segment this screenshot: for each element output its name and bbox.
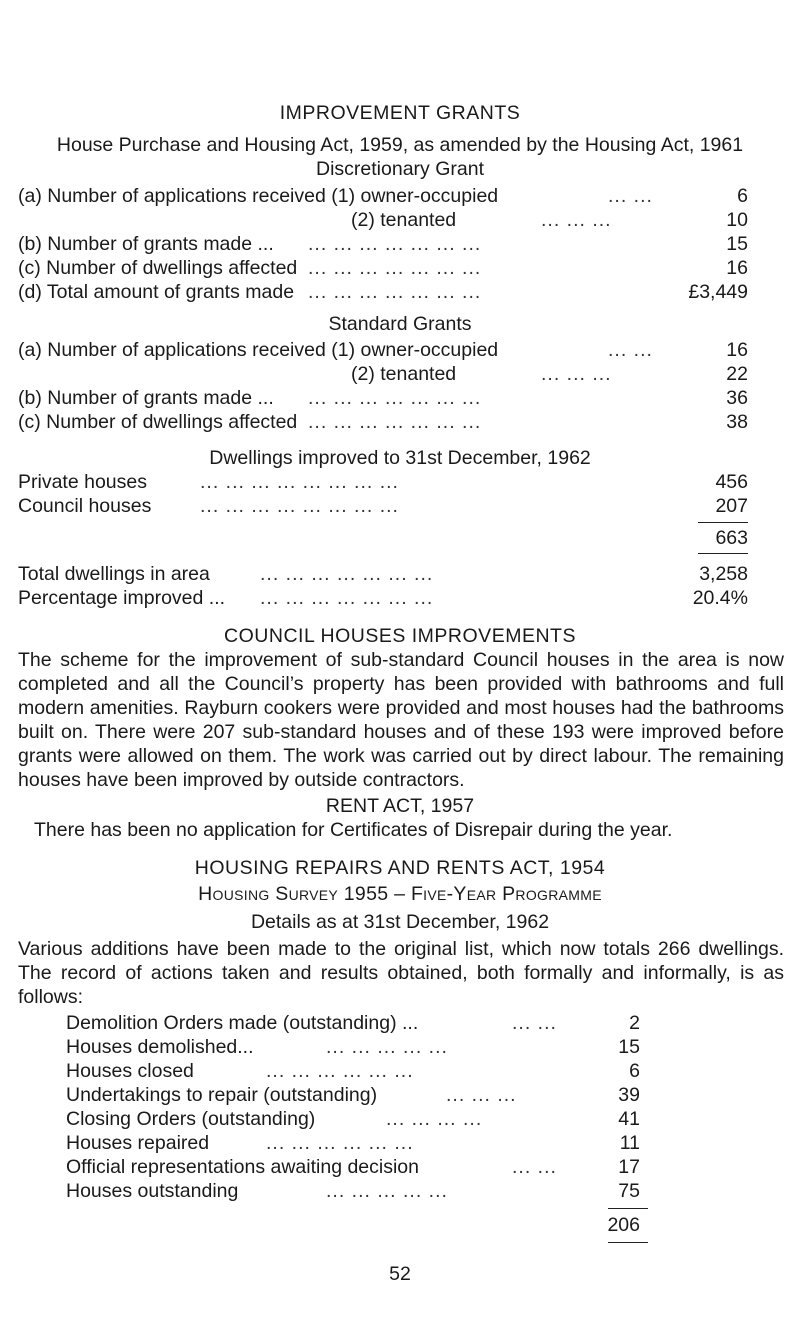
row-label: Undertakings to repair (outstanding) xyxy=(66,1084,378,1106)
row-value: 3,258 xyxy=(699,563,748,585)
page-number: 52 xyxy=(389,1263,411,1285)
row-label: (2) tenanted xyxy=(351,209,457,231)
row-label: Houses demolished... xyxy=(66,1036,254,1058)
actions-row-demolition-orders xyxy=(66,1011,640,1035)
row-dots: ... ... xyxy=(608,339,653,361)
row-value: 206 xyxy=(607,1214,640,1236)
details-date: Details as at 31st December, 1962 xyxy=(250,911,550,933)
row-label: (c) Number of dwellings affected xyxy=(18,411,298,433)
row-label: Demolition Orders made (outstanding) ... xyxy=(66,1012,419,1034)
row-value: £3,449 xyxy=(688,281,748,303)
repairs-act-paragraph xyxy=(18,937,784,1009)
standard-row-dwellings xyxy=(18,410,748,434)
row-label: (d) Total amount of grants made xyxy=(18,281,295,303)
row-value: 15 xyxy=(618,1036,640,1058)
row-value: 38 xyxy=(726,411,748,433)
row-dots: ... ... ... ... ... ... ... xyxy=(260,587,434,609)
actions-total-row xyxy=(66,1213,640,1237)
row-value: 2 xyxy=(629,1012,640,1034)
row-label: (b) Number of grants made ... xyxy=(18,387,274,409)
row-value: 6 xyxy=(629,1060,640,1082)
standard-row-grants-made xyxy=(18,386,748,410)
rent-act-heading: RENT ACT, 1957 xyxy=(325,795,475,817)
row-label: Houses closed xyxy=(66,1060,194,1082)
standard-row-owner-occupied xyxy=(18,338,748,362)
standard-heading: Standard Grants xyxy=(328,313,472,335)
row-value: 22 xyxy=(726,363,748,385)
discretionary-row-grants-made xyxy=(18,232,748,256)
row-label: Total dwellings in area xyxy=(18,563,210,585)
actions-row-undertakings xyxy=(66,1083,640,1107)
row-value: 16 xyxy=(726,257,748,279)
row-dots: ... ... ... ... ... ... ... ... xyxy=(200,495,399,517)
actions-total-rule-top xyxy=(608,1208,648,1209)
row-dots: ... ... ... ... ... ... ... xyxy=(308,233,482,255)
row-label: (b) Number of grants made ... xyxy=(18,233,274,255)
housing-survey-subheading: Housing Survey 1955 – Five-Year Programme xyxy=(198,883,602,905)
row-value: 75 xyxy=(618,1180,640,1202)
paragraph-text: Various additions have been made to the original list, which now totals 266 dwellings. The record of actions taken and results obtained, both formally and informally, is as follows: xyxy=(18,938,784,1008)
actions-row-official-representations xyxy=(66,1155,640,1179)
row-dots: ... ... ... ... ... ... ... xyxy=(308,281,482,303)
percentage-improved-row xyxy=(18,586,748,610)
row-label: Official representations awaiting decision xyxy=(66,1156,419,1178)
council-improvements-heading: COUNCIL HOUSES IMPROVEMENTS xyxy=(224,625,576,647)
act-subtitle: House Purchase and Housing Act, 1959, as amended by the Housing Act, 1961 xyxy=(56,134,744,156)
row-dots: ... ... ... xyxy=(541,363,612,385)
page-title: IMPROVEMENT GRANTS xyxy=(279,102,521,124)
repairs-act-heading: HOUSING REPAIRS AND RENTS ACT, 1954 xyxy=(194,857,606,879)
row-label: Percentage improved ... xyxy=(18,587,226,609)
row-label: Council houses xyxy=(18,495,152,517)
row-dots: ... ... ... xyxy=(541,209,612,231)
row-dots: ... ... ... ... ... xyxy=(326,1180,448,1202)
row-dots: ... ... ... ... ... ... ... xyxy=(308,387,482,409)
row-value: 11 xyxy=(619,1132,640,1154)
row-dots: ... ... ... ... ... xyxy=(326,1036,448,1058)
council-houses-row xyxy=(18,494,748,518)
row-value: 16 xyxy=(726,339,748,361)
standard-row-tenanted xyxy=(18,362,748,386)
subtotal-rule-top xyxy=(698,522,748,523)
row-label: Private houses xyxy=(18,471,147,493)
row-label: (c) Number of dwellings affected xyxy=(18,257,298,279)
row-dots: ... ... xyxy=(512,1012,557,1034)
actions-row-demolished xyxy=(66,1035,640,1059)
row-dots: ... ... xyxy=(608,185,653,207)
row-label: Closing Orders (outstanding) xyxy=(66,1108,316,1130)
subtotal-rule-bottom xyxy=(698,553,748,554)
row-value: 6 xyxy=(737,185,748,207)
row-dots: ... ... xyxy=(512,1156,557,1178)
row-value: 207 xyxy=(715,495,748,517)
rent-act-text: There has been no application for Certificates of Disrepair during the year. xyxy=(34,819,673,841)
row-dots: ... ... ... ... ... ... ... xyxy=(260,563,434,585)
discretionary-heading: Discretionary Grant xyxy=(316,158,484,180)
row-label: Houses repaired xyxy=(66,1132,210,1154)
actions-row-closing-orders xyxy=(66,1107,640,1131)
row-value: 20.4% xyxy=(692,587,748,609)
row-dots: ... ... ... ... ... ... xyxy=(266,1060,414,1082)
row-value: 456 xyxy=(715,471,748,493)
row-value: 41 xyxy=(618,1108,640,1130)
row-label: Houses outstanding xyxy=(66,1180,239,1202)
actions-row-repaired xyxy=(66,1131,640,1155)
row-dots: ... ... ... xyxy=(446,1084,517,1106)
row-value: 10 xyxy=(726,209,748,231)
row-value: 36 xyxy=(726,387,748,409)
paragraph-text: The scheme for the improvement of sub-standard Council houses in the area is now completed and all the Council’s property has been provided with bathrooms and full modern amenities. Rayburn cookers were provided and most houses had the bathrooms built on. There were 207 sub-standard houses and of these 193 were improved before grants were allowed on them. The work was carried out by direct labour. The remaining houses have been improved by outside contractors. xyxy=(18,649,784,791)
row-label: (a) Number of applications received (1) owner-occupied xyxy=(18,185,499,207)
row-value: 39 xyxy=(618,1084,640,1106)
discretionary-row-owner-occupied xyxy=(18,184,748,208)
discretionary-row-dwellings xyxy=(18,256,748,280)
row-dots: ... ... ... ... ... ... ... xyxy=(308,257,482,279)
row-dots: ... ... ... ... ... ... xyxy=(266,1132,414,1154)
discretionary-row-tenanted xyxy=(18,208,748,232)
row-label: (2) tenanted xyxy=(351,363,457,385)
row-value: 663 xyxy=(715,527,748,549)
row-dots: ... ... ... ... xyxy=(386,1108,483,1130)
actions-row-closed xyxy=(66,1059,640,1083)
improved-total-row xyxy=(18,526,748,550)
row-value: 17 xyxy=(618,1156,640,1178)
actions-total-rule-bottom xyxy=(608,1242,648,1243)
discretionary-row-total-amount xyxy=(18,280,748,304)
dwellings-improved-heading: Dwellings improved to 31st December, 1962 xyxy=(209,447,591,469)
row-value: 15 xyxy=(726,233,748,255)
private-houses-row xyxy=(18,470,748,494)
council-improvements-paragraph xyxy=(18,648,784,792)
total-dwellings-row xyxy=(18,562,748,586)
row-dots: ... ... ... ... ... ... ... ... xyxy=(200,471,399,493)
row-dots: ... ... ... ... ... ... ... xyxy=(308,411,482,433)
row-label: (a) Number of applications received (1) owner-occupied xyxy=(18,339,499,361)
actions-row-outstanding xyxy=(66,1179,640,1203)
